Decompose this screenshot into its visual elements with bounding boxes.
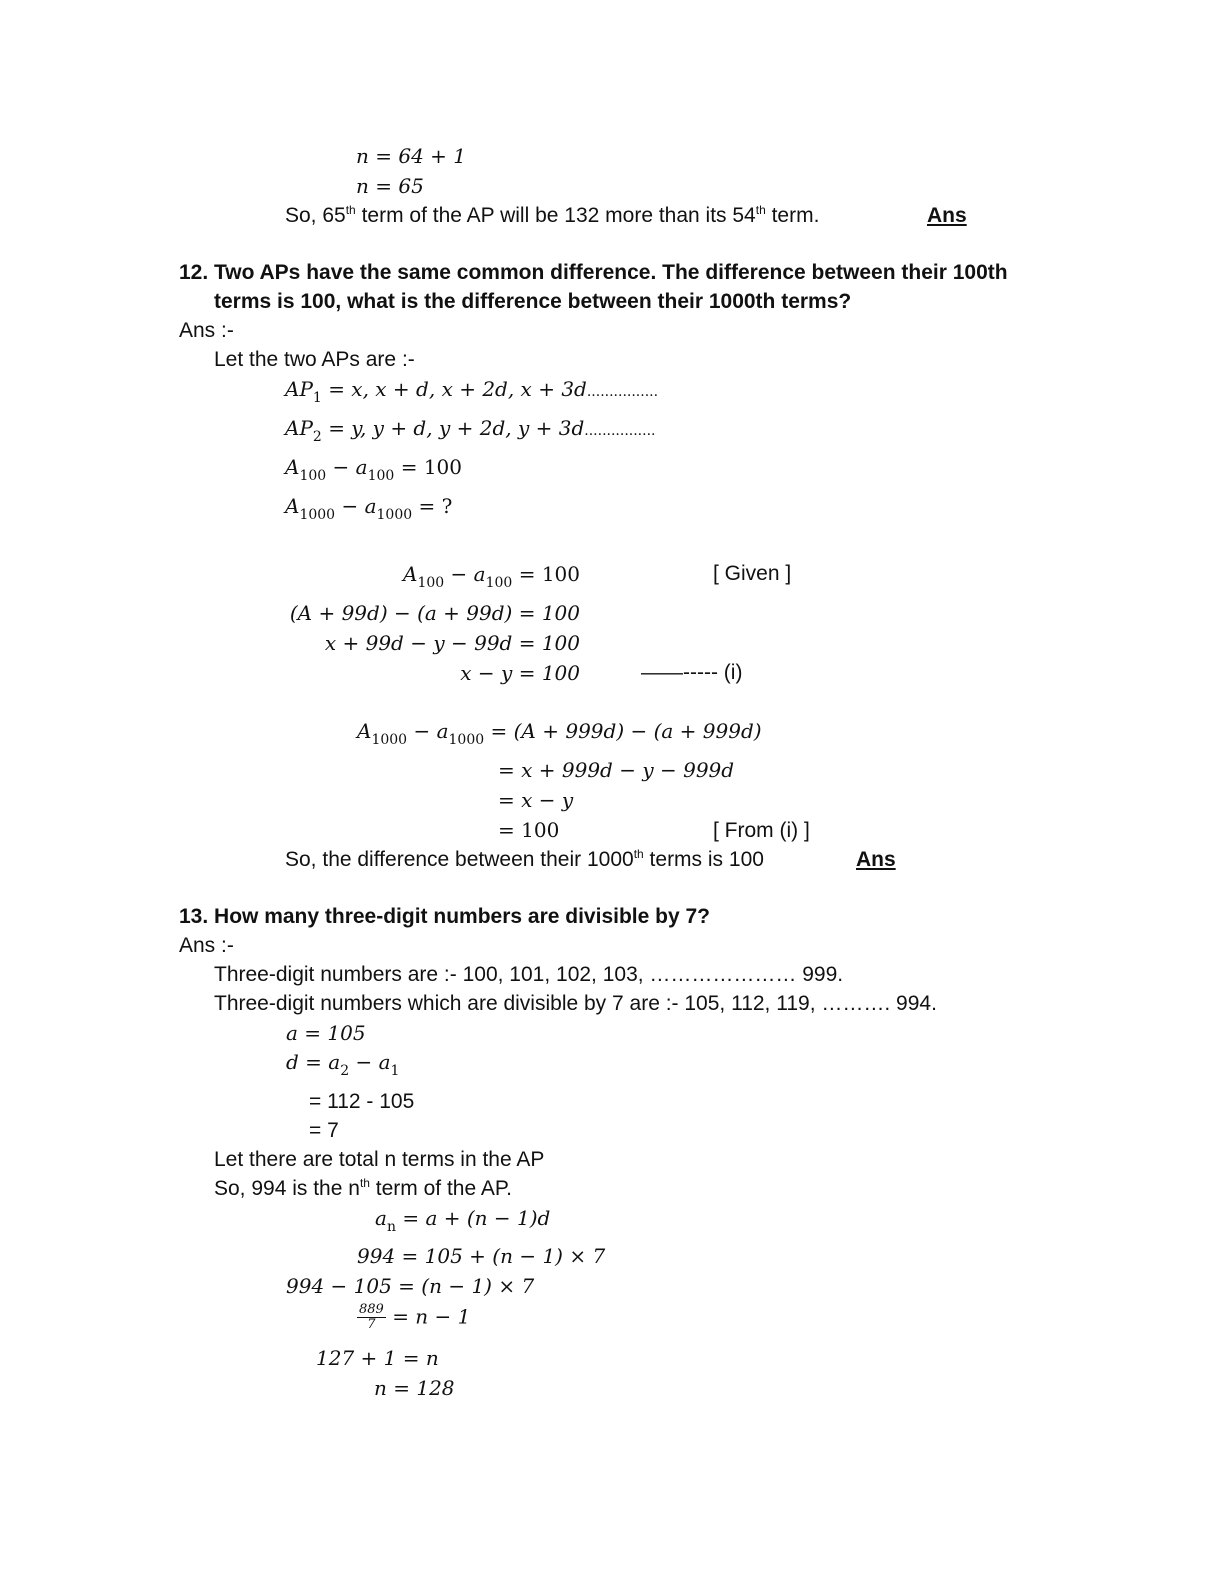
ap2-definition: [285, 416, 656, 445]
ans-mark: Ans: [856, 848, 896, 871]
given-note: [ Given ]: [713, 562, 792, 585]
text: a: [375, 1206, 387, 1230]
q12-conclusion: [285, 849, 764, 870]
text: = (A + 999d) − (a + 999d): [490, 719, 762, 743]
from-note: [ From (i) ]: [713, 819, 810, 842]
equation-line: n = 65: [356, 174, 424, 198]
text: = ?: [418, 494, 453, 518]
three-digit-line: Three-digit numbers are :- 100, 101, 102, 103, ………………… 999.: [214, 963, 844, 986]
numerator: 889: [359, 1302, 384, 1317]
dots: ................: [584, 423, 656, 439]
text: term.: [765, 204, 820, 227]
text: = y, y + d, y + 2d, y + 3d: [328, 416, 585, 440]
subscript: 1: [312, 390, 322, 406]
text: = n − 1: [392, 1304, 471, 1329]
step-5: $A_{1000} - a_{1000} = (A + 999d) - (a + 999d)$: [357, 719, 762, 748]
step-7: = x − y: [498, 788, 574, 812]
divisible-line: Three-digit numbers which are divisible by 7 are :- 105, 112, 119, ………. 994.: [214, 992, 937, 1015]
text: A: [403, 562, 418, 586]
solve-step-4: 127 + 1 = n: [316, 1346, 439, 1370]
step-2: (A + 99d) − (a + 99d) = 100: [289, 601, 580, 625]
let-line: Let there are total n terms in the AP: [214, 1148, 545, 1171]
text: terms is 100: [643, 848, 764, 871]
superscript: th: [345, 203, 356, 217]
nth-term-line: [214, 1178, 512, 1199]
find-equation: $A_{1000} - a_{1000}$ = ?: [285, 494, 453, 523]
text: term of the AP will be 132 more than its 54: [355, 204, 756, 227]
superscript: th: [633, 847, 644, 861]
step-6: = x + 999d − y − 999d: [498, 758, 735, 782]
step-3: x + 99d − y − 99d = 100: [324, 631, 580, 655]
solve-step-2: 994 − 105 = (n − 1) × 7: [286, 1274, 535, 1298]
text: a: [436, 719, 449, 743]
solve-step-5: n = 128: [374, 1376, 455, 1400]
denominator: 7: [367, 1317, 376, 1333]
d-equation: [286, 1050, 400, 1079]
equation-line: n = 64 + 1: [356, 144, 466, 168]
ap1-definition: [285, 377, 659, 406]
superscript: th: [755, 203, 766, 217]
conclusion-line: [285, 205, 819, 226]
subscript: 1000: [376, 507, 413, 523]
subscript: 1000: [448, 732, 485, 748]
ans-mark: Ans: [927, 204, 967, 227]
text: AP: [285, 377, 313, 401]
subscript: 2: [312, 429, 322, 445]
fraction: [357, 1303, 386, 1333]
text: = x, x + d, x + 2d, x + 3d: [328, 377, 587, 401]
d-step-2: = 7: [309, 1119, 339, 1142]
subscript: 100: [417, 575, 445, 591]
equation-ref-note: ——----- (i): [641, 661, 743, 684]
question-12-line-1: 12. Two APs have the same common difference. The difference between their 100th: [179, 261, 1008, 284]
subscript: 1: [390, 1063, 400, 1079]
nth-term-formula: [375, 1206, 551, 1235]
text: A: [285, 455, 300, 479]
subscript: 100: [485, 575, 513, 591]
text: = a + (n − 1)d: [402, 1206, 551, 1230]
step-1: $A_{100} - a_{100} = 100$: [403, 562, 580, 591]
text: AP: [285, 416, 313, 440]
text: term of the AP.: [369, 1177, 512, 1200]
question-12-line-2: terms is 100, what is the difference between their 1000th terms?: [214, 290, 852, 313]
text: − a: [349, 1050, 391, 1074]
ans-label: Ans :-: [179, 319, 234, 342]
text: d = a: [286, 1050, 341, 1074]
intro-text: Let the two APs are :-: [214, 348, 415, 371]
given-equation: $A_{100} - a_{100} = 100$: [285, 455, 462, 484]
text: A: [357, 719, 372, 743]
subscript: n: [386, 1219, 396, 1235]
step-4: x − y = 100: [460, 661, 580, 685]
text: So, 65: [285, 204, 346, 227]
subscript: 100: [299, 468, 327, 484]
solve-step-1: 994 = 105 + (n − 1) × 7: [357, 1244, 606, 1268]
subscript: 1000: [371, 732, 408, 748]
text: a: [473, 562, 486, 586]
superscript: th: [359, 1176, 370, 1190]
d-step-1: = 112 - 105: [309, 1090, 415, 1113]
text: A: [285, 494, 300, 518]
text: So, the difference between their 1000: [285, 848, 634, 871]
subscript: 2: [340, 1063, 350, 1079]
dots: ................: [586, 384, 659, 400]
subscript: 100: [367, 468, 395, 484]
text: So, 994 is the n: [214, 1177, 360, 1200]
question-13: 13. How many three-digit numbers are divisible by 7?: [179, 905, 710, 928]
text: a: [355, 455, 368, 479]
step-8: = 100: [498, 818, 560, 842]
text: = 100: [400, 455, 462, 479]
ans-label: Ans :-: [179, 934, 234, 957]
text: a: [364, 494, 377, 518]
a-equation: a = 105: [286, 1021, 366, 1045]
subscript: 1000: [299, 507, 336, 523]
solve-step-3: [357, 1303, 470, 1333]
text: = 100: [518, 562, 580, 586]
